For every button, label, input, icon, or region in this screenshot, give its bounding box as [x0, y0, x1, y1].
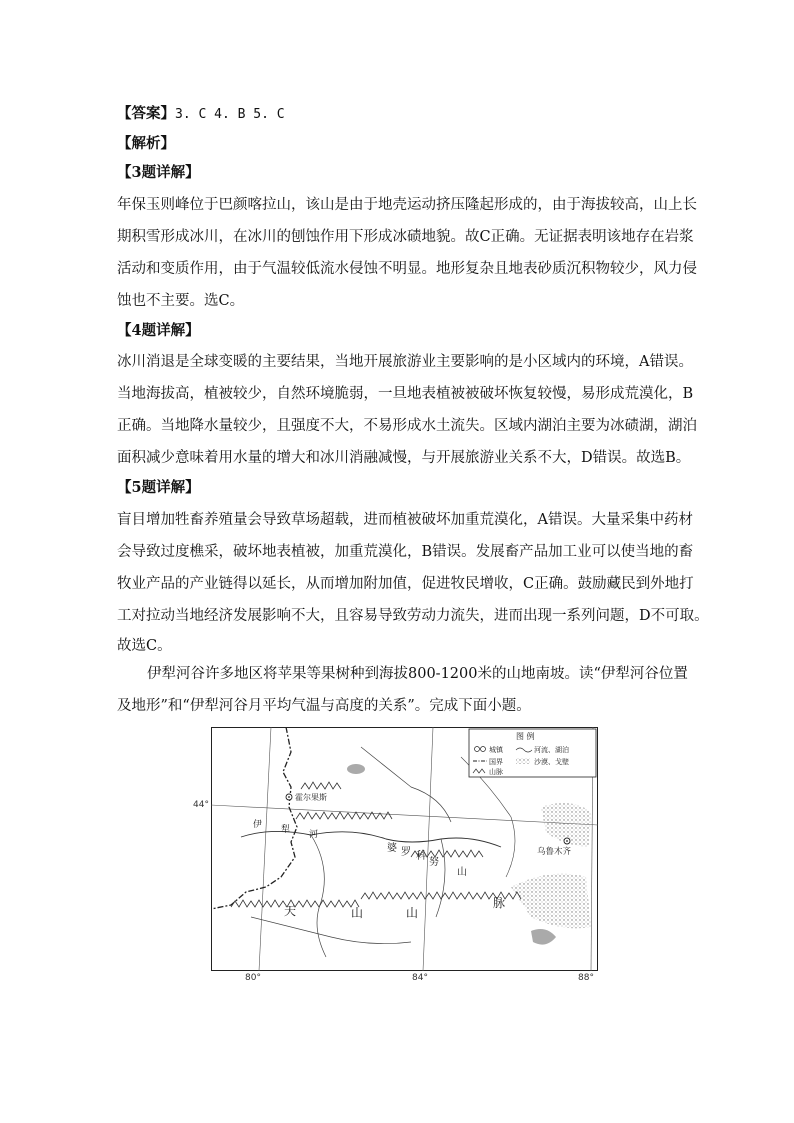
q5-line-3: 牧业产品的产业链得以延长，从而增加附加值，促进牧民增收，C正确。鼓励藏民到外地打	[117, 576, 694, 592]
tianshan-label-char: 山	[351, 906, 364, 920]
yili-valley-map	[211, 727, 598, 971]
q3-line-1: 年保玉则峰位于巴颜喀拉山，该山是由于地壳运动挤压隆起形成的，由于海拔较高，山上长	[117, 197, 697, 213]
lake	[347, 764, 365, 774]
legend-title: 图 例	[516, 732, 535, 741]
map-legend	[469, 729, 596, 777]
lon-84-label: 84°	[412, 973, 428, 983]
tianshan-label-char: 天	[284, 904, 297, 918]
q5-line-2: 会导致过度樵采，破坏地表植被，加重荒漠化，B错误。发展畜产品加工业可以使当地的畜	[117, 544, 694, 560]
answer-label: 【答案】	[117, 105, 175, 122]
intro-line-1: 伊犁河谷许多地区将苹果等果树种到海拔800-1200米的山地南坡。读“伊犁河谷位置	[147, 666, 688, 682]
tianshan-label-char: 脉	[493, 896, 506, 910]
q5-line-4: 工对拉动当地经济发展影响不大，且容易导致劳动力流失，进而出现一系列问题，D不可取。	[117, 608, 709, 624]
tianshan-label-char: 山	[406, 906, 419, 920]
intro-line-2: 及地形”和“伊犁河谷月平均气温与高度的关系”。完成下面小题。	[117, 698, 531, 714]
legend-mountain: 山脉	[489, 768, 503, 776]
city-label-urumqi: 乌鲁木齐	[537, 847, 572, 857]
legend-city: 城镇	[489, 746, 503, 754]
lat-44-label: 44°	[193, 800, 209, 810]
answer-text: 3. C 4. B 5. C	[175, 107, 285, 122]
q4-line-1: 冰川消退是全球变暖的主要结果，当地开展旅游业主要影响的是小区域内的环境，A错误。	[117, 354, 693, 370]
legend-city-icon	[475, 747, 480, 752]
legend-desert: 沙漠、戈壁	[534, 758, 569, 766]
q5-heading: 【5题详解】	[117, 479, 200, 496]
q4-line-3: 正确。当地降水量较少，且强度不大，不易形成水土流失。区域内湖泊主要为冰碛湖，湖泊	[117, 418, 697, 434]
q3-line-4: 蚀也不主要。选C。	[117, 293, 245, 309]
river-label-char: 犁	[281, 825, 291, 835]
answer-line	[117, 104, 285, 125]
range-label-char: 婆	[387, 843, 397, 854]
q5-line-5: 故选C。	[117, 638, 172, 654]
q3-heading: 【3题详解】	[117, 164, 200, 181]
lon-80-label: 80°	[245, 973, 261, 983]
q4-heading: 【4题详解】	[117, 322, 200, 339]
range-label-char: 山	[457, 867, 467, 878]
legend-river: 河流、湖泊	[534, 746, 569, 754]
lon-88-label: 88°	[578, 973, 594, 983]
analysis-label: 【解析】	[117, 135, 175, 152]
river-label-char: 伊	[253, 820, 263, 830]
q4-line-4: 面积减少意味着用水量的增大和冰川消融减慢，与开展旅游业关系不大，D错误。故选B。	[117, 450, 691, 466]
legend-border: 国界	[489, 758, 503, 766]
range-label-char: 努	[429, 857, 439, 868]
range-label-char: 罗	[401, 847, 411, 858]
river-label-char: 河	[309, 830, 319, 840]
q3-line-3: 活动和变质作用，由于气温较低流水侵蚀不明显。地形复杂且地表砂质沉积物较少，风力侵	[117, 261, 697, 277]
q3-line-2: 期积雪形成冰川，在冰川的刨蚀作用下形成冰碛地貌。故C正确。无证据表明该地存在岩浆	[117, 229, 694, 245]
q5-line-1: 盲目增加牲畜养殖量会导致草场超载，进而植被破坏加重荒漠化，A错误。大量采集中药材	[117, 512, 693, 528]
city-label-huocheng: 霍尔果斯	[295, 793, 327, 802]
range-label-char: 科	[416, 851, 426, 862]
legend-desert-icon	[516, 758, 530, 764]
q4-line-2: 当地海拔高，植被较少，自然环境脆弱，一旦地表植被被破坏恢复较慢，易形成荒漠化，B	[117, 386, 694, 402]
